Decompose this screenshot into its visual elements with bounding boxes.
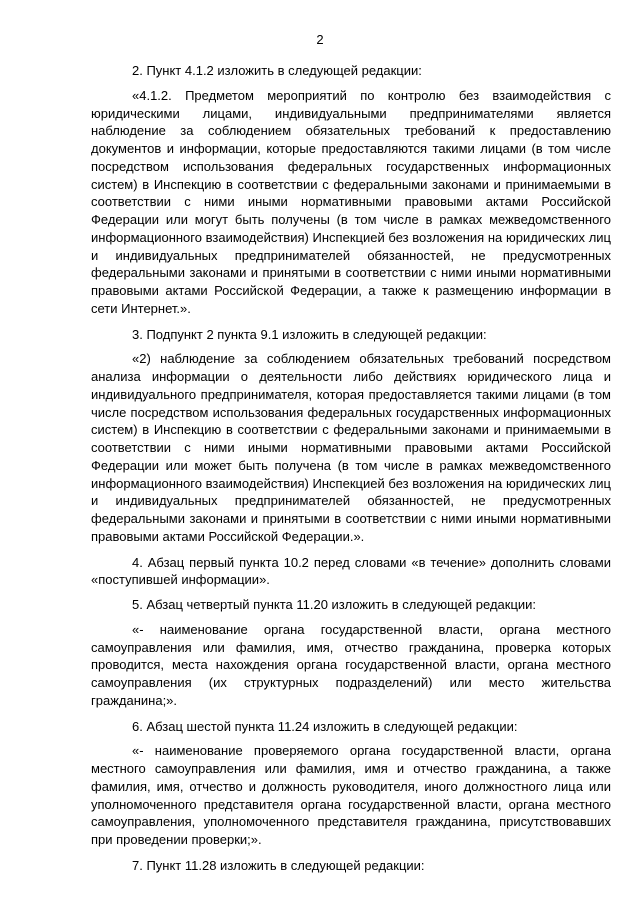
paragraph-clause-11-24: «- наименование проверяемого органа государственной власти, органа местного самоуправления или фамилия, имя и отчество гражданина, а также фамилия, имя, отчество и должность руководителя, иного должностного лица или уполномоченного представителя органа государственной власти, органа местного самоуправления, уполномоченного представителя гражданина, присутствовавших при проведении проверки;». — [91, 743, 611, 847]
paragraph-subclause-9-1-2: «2) наблюдение за соблюдением обязательных требований посредством анализа информации о деятельности либо действиях юридического лица и индивидуального предпринимателя, которая предоставляется такими лицами (в том числе посредством использования федеральных государственных информационных систем) в Инспекцию в соответствии с федеральными законами и принимаемыми в соответствии с ними иными нормативными правовыми актами Российской Федерации или может быть получена (в том числе в рамках межведомственного информационного взаимодействия) Инспекцией без возложения на юридических лиц и индивидуальных предпринимателей обязанностей, не предусмотренных федеральными законами и принятыми в соответствии с ними иными нормативными правовыми актами Российской Федерации.». — [91, 351, 611, 544]
paragraph-item-4: 4. Абзац первый пункта 10.2 перед словами «в течение» дополнить словами «поступившей информации». — [91, 554, 611, 588]
paragraph-item-2-heading: 2. Пункт 4.1.2 изложить в следующей редакции: — [132, 63, 422, 78]
paragraph-item-5-heading: 5. Абзац четвертый пункта 11.20 изложить в следующей редакции: — [132, 597, 537, 612]
paragraph-item-6-heading: 6. Абзац шестой пункта 11.24 изложить в следующей редакции: — [132, 718, 518, 734]
document-body — [91, 62, 611, 875]
page-number: 2 — [316, 32, 324, 47]
paragraph-clause-4-1-2: «4.1.2. Предметом мероприятий по контролю без взаимодействия с юридическими лицами, индивидуальными предпринимателями является наблюдение за соблюдением обязательных требований к предоставлению документов и информации, которые предоставляются такими лицами (в том числе посредством использования федеральных государственных информационных систем) в Инспекцию в соответствии с федеральными законами и принимаемыми в соответствии с ними иными нормативными правовыми актами Российской Федерации или могут быть получены (в том числе в рамках межведомственного информационного взаимодействия) Инспекцией без возложения на юридических лиц и индивидуальных предпринимателей обязанностей, не предусмотренных федеральными законами и принятыми в соответствии с ними иными нормативными правовыми актами Российской Федерации, а также к размещению информации в сети Интернет.». — [91, 87, 611, 316]
paragraph-item-3-heading: 3. Подпункт 2 пункта 9.1 изложить в следующей редакции: — [132, 326, 487, 342]
paragraph-clause-11-20: «- наименование органа государственной власти, органа местного самоуправления или фамилия, имя, отчество гражданина, проверка которых проводится, места нахождения органа государственной власти, органа местного самоуправления (их структурных подразделений) или место жительства гражданина;». — [91, 621, 611, 708]
paragraph-item-7-heading: 7. Пункт 11.28 изложить в следующей редакции: — [132, 857, 425, 873]
